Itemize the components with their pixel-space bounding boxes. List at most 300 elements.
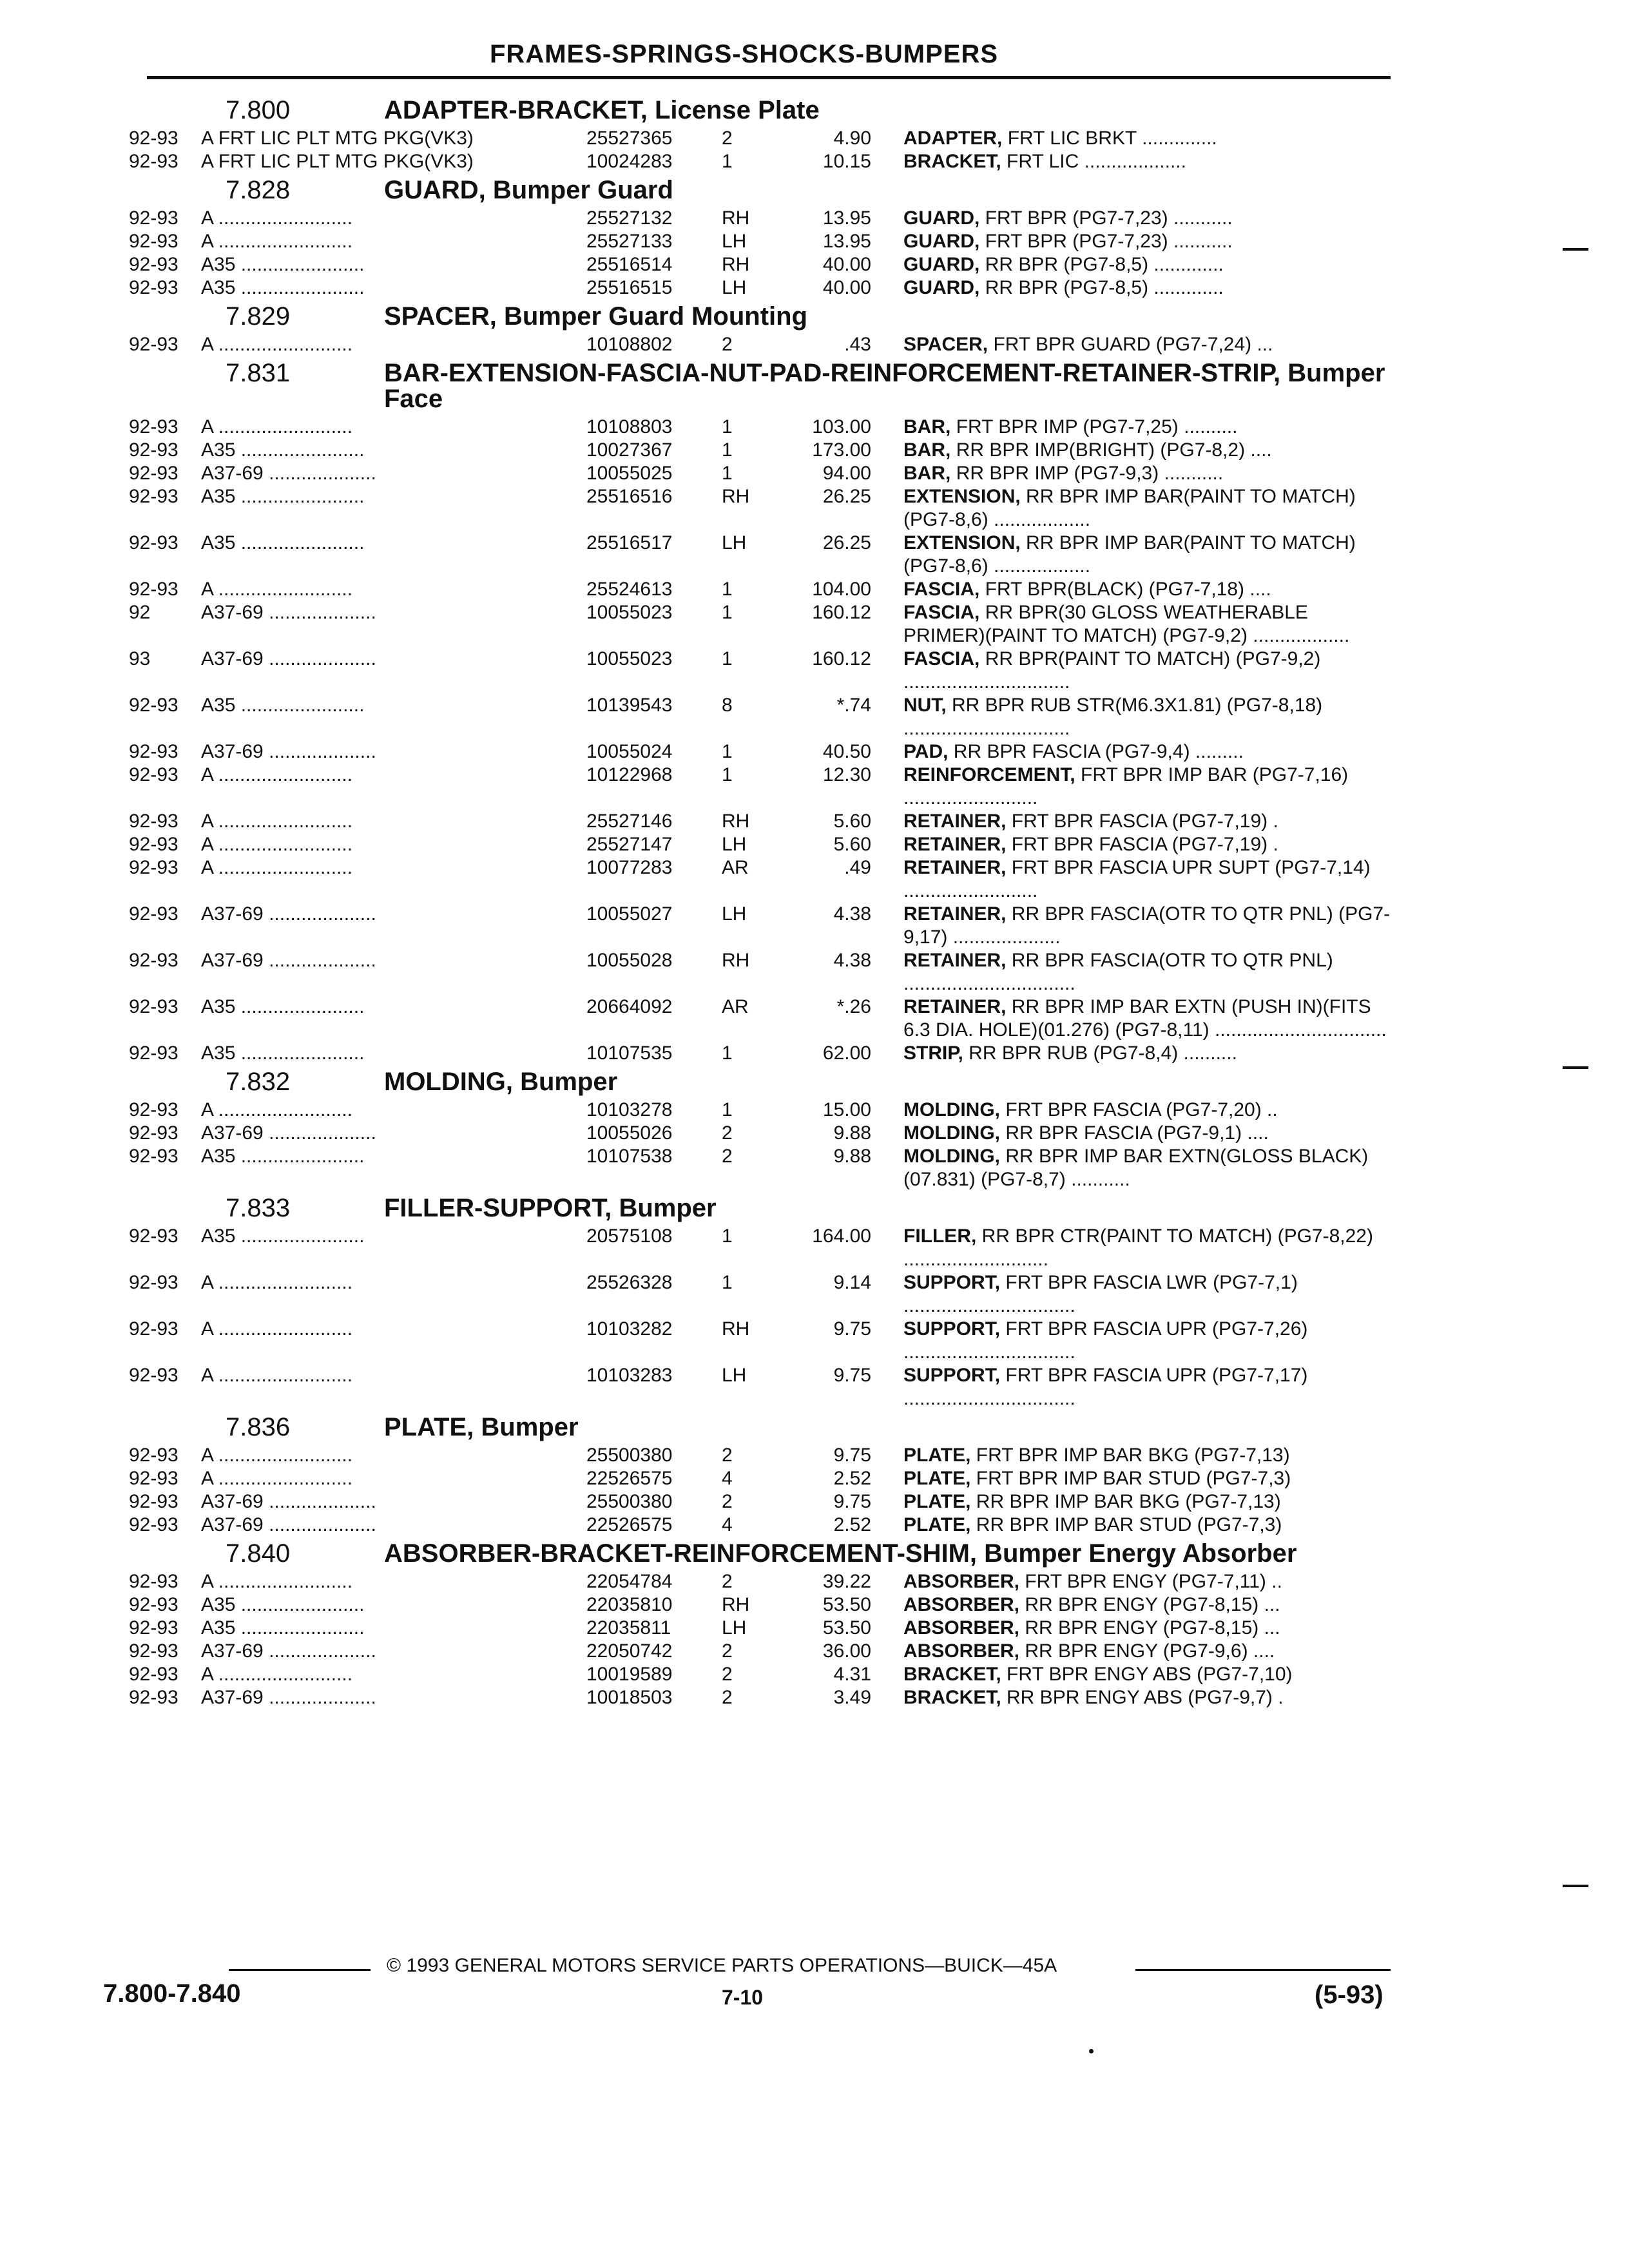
price: *.74 bbox=[836, 695, 871, 716]
part-number: 22526575 bbox=[586, 1514, 673, 1535]
part-number: 10103283 bbox=[586, 1365, 673, 1386]
part-name: SUPPORT, bbox=[903, 1272, 1001, 1293]
quantity: 1 bbox=[722, 602, 733, 623]
quantity: LH bbox=[722, 277, 747, 298]
part-description bbox=[903, 253, 1392, 276]
part-description bbox=[903, 276, 1392, 300]
part-description bbox=[903, 1617, 1392, 1640]
model-year: 92-93 bbox=[129, 463, 178, 484]
part-row bbox=[129, 253, 1392, 276]
part-number: 25516515 bbox=[586, 277, 673, 298]
quantity: RH bbox=[722, 811, 750, 832]
price: 39.22 bbox=[822, 1571, 871, 1592]
part-detail: RR BPR IMP (PG7-9,3) ........... bbox=[956, 463, 1224, 484]
price: 5.60 bbox=[833, 811, 871, 832]
part-row bbox=[129, 1042, 1392, 1065]
price: 40.00 bbox=[822, 277, 871, 298]
model-code: A35 ....................... bbox=[201, 695, 365, 716]
section-header bbox=[129, 1195, 1392, 1221]
part-description bbox=[903, 150, 1392, 173]
part-number: 10122968 bbox=[586, 764, 673, 785]
price: *.26 bbox=[836, 996, 871, 1017]
quantity: 1 bbox=[722, 1272, 733, 1293]
part-description bbox=[903, 1271, 1392, 1318]
model-year: 92 bbox=[129, 602, 151, 623]
part-number: 25500380 bbox=[586, 1445, 673, 1466]
part-description bbox=[903, 1686, 1392, 1709]
part-description bbox=[903, 1467, 1392, 1490]
parts-catalog bbox=[129, 93, 1392, 1709]
model-year: 92-93 bbox=[129, 1514, 178, 1535]
quantity: LH bbox=[722, 834, 747, 855]
part-row bbox=[129, 648, 1392, 694]
part-detail: RR BPR CTR(PAINT TO MATCH) (PG7-8,22) ........................... bbox=[903, 1225, 1373, 1270]
part-row bbox=[129, 230, 1392, 253]
model-code: A35 ....................... bbox=[201, 277, 365, 298]
part-name: ADAPTER, bbox=[903, 128, 1003, 149]
part-detail: RR BPR IMP BAR(PAINT TO MATCH) (PG7-8,6) .................. bbox=[903, 486, 1356, 530]
part-number: 25500380 bbox=[586, 1491, 673, 1512]
price: 10.15 bbox=[822, 151, 871, 172]
part-description bbox=[903, 578, 1392, 601]
part-row bbox=[129, 333, 1392, 356]
part-detail: RR BPR ENGY (PG7-9,6) .... bbox=[1025, 1640, 1275, 1662]
price: 13.95 bbox=[822, 231, 871, 252]
part-description bbox=[903, 1570, 1392, 1593]
price: 12.30 bbox=[822, 764, 871, 785]
price: 4.90 bbox=[833, 128, 871, 149]
model-year: 92-93 bbox=[129, 1365, 178, 1386]
part-description bbox=[903, 903, 1392, 949]
part-row bbox=[129, 207, 1392, 230]
part-detail: FRT BPR GUARD (PG7-7,24) ... bbox=[993, 334, 1273, 355]
section-number: 7.828 bbox=[226, 176, 291, 204]
section-number: 7.833 bbox=[226, 1194, 291, 1222]
footer-page-number: 7-10 bbox=[722, 1986, 764, 2009]
part-row bbox=[129, 150, 1392, 173]
part-detail: FRT BPR FASCIA (PG7-7,20) .. bbox=[1005, 1099, 1278, 1120]
quantity: 2 bbox=[722, 1146, 733, 1167]
model-code: A ......................... bbox=[201, 579, 353, 600]
margin-tick-mark bbox=[1563, 248, 1588, 251]
part-description bbox=[903, 1444, 1392, 1467]
part-name: SPACER, bbox=[903, 334, 988, 355]
part-detail: FRT BPR IMP BAR STUD (PG7-7,3) bbox=[976, 1468, 1291, 1489]
part-name: BRACKET, bbox=[903, 1664, 1001, 1685]
section-header bbox=[129, 1541, 1392, 1566]
price: 9.88 bbox=[833, 1146, 871, 1167]
quantity: 2 bbox=[722, 1445, 733, 1466]
part-description bbox=[903, 1364, 1392, 1410]
part-number: 10055025 bbox=[586, 463, 673, 484]
model-year: 92-93 bbox=[129, 834, 178, 855]
model-year: 92-93 bbox=[129, 207, 178, 229]
part-name: EXTENSION, bbox=[903, 532, 1021, 553]
quantity: 4 bbox=[722, 1514, 733, 1535]
part-name: MOLDING, bbox=[903, 1122, 1000, 1144]
part-detail: RR BPR (PG7-8,5) ............. bbox=[985, 254, 1224, 275]
price: 94.00 bbox=[822, 463, 871, 484]
part-name: RETAINER, bbox=[903, 996, 1007, 1017]
price: 9.75 bbox=[833, 1491, 871, 1512]
model-year: 92-93 bbox=[129, 1640, 178, 1662]
part-number: 22054784 bbox=[586, 1571, 673, 1592]
model-code: A35 ....................... bbox=[201, 1146, 365, 1167]
section-title: ABSORBER-BRACKET-REINFORCEMENT-SHIM, Bumper Energy Absorber bbox=[384, 1539, 1297, 1568]
model-year: 92-93 bbox=[129, 950, 178, 971]
part-detail: FRT BPR (PG7-7,23) ........... bbox=[985, 207, 1233, 229]
quantity: 1 bbox=[722, 1043, 733, 1064]
part-row bbox=[129, 578, 1392, 601]
part-row bbox=[129, 995, 1392, 1042]
model-year: 92-93 bbox=[129, 764, 178, 785]
part-name: STRIP, bbox=[903, 1043, 963, 1064]
part-name: FASCIA, bbox=[903, 648, 980, 669]
model-year: 92-93 bbox=[129, 1099, 178, 1120]
quantity: 4 bbox=[722, 1468, 733, 1489]
model-code: A37-69 .................... bbox=[201, 1122, 376, 1144]
model-year: 92-93 bbox=[129, 579, 178, 600]
section-title: BAR-EXTENSION-FASCIA-NUT-PAD-REINFORCEMENT-RETAINER-STRIP, Bumper Face bbox=[384, 359, 1385, 413]
part-name: PLATE, bbox=[903, 1445, 971, 1466]
section-title: PLATE, Bumper bbox=[384, 1413, 579, 1441]
price: 5.60 bbox=[833, 834, 871, 855]
model-year: 93 bbox=[129, 648, 151, 669]
model-year: 92-93 bbox=[129, 1445, 178, 1466]
section-header bbox=[129, 1414, 1392, 1440]
part-detail: FRT BPR IMP BAR BKG (PG7-7,13) bbox=[976, 1445, 1290, 1466]
model-code: A FRT LIC PLT MTG PKG(VK3) bbox=[201, 151, 474, 172]
part-number: 22035811 bbox=[586, 1617, 671, 1639]
model-year: 92-93 bbox=[129, 903, 178, 925]
part-name: NUT, bbox=[903, 695, 947, 716]
quantity: AR bbox=[722, 857, 749, 878]
model-code: A ......................... bbox=[201, 1099, 353, 1120]
quantity: 2 bbox=[722, 1571, 733, 1592]
part-row bbox=[129, 1145, 1392, 1191]
part-number: 10018503 bbox=[586, 1687, 673, 1708]
part-description bbox=[903, 1225, 1392, 1271]
part-number: 10107538 bbox=[586, 1146, 673, 1167]
part-description bbox=[903, 1490, 1392, 1514]
model-code: A37-69 .................... bbox=[201, 648, 376, 669]
part-row bbox=[129, 416, 1392, 439]
model-code: A ......................... bbox=[201, 1664, 353, 1685]
part-description bbox=[903, 532, 1392, 578]
part-row bbox=[129, 276, 1392, 300]
part-description bbox=[903, 833, 1392, 856]
model-year: 92-93 bbox=[129, 1571, 178, 1592]
part-description bbox=[903, 485, 1392, 532]
model-code: A35 ....................... bbox=[201, 1225, 365, 1247]
quantity: 8 bbox=[722, 695, 733, 716]
part-detail: RR BPR IMP BAR EXTN (PUSH IN)(FITS 6.3 DIA. HOLE)(01.276) (PG7-8,11) ................................ bbox=[903, 996, 1387, 1041]
quantity: LH bbox=[722, 532, 747, 553]
part-row bbox=[129, 1318, 1392, 1364]
part-number: 10108803 bbox=[586, 416, 673, 437]
model-code: A37-69 .................... bbox=[201, 1514, 376, 1535]
quantity: 1 bbox=[722, 579, 733, 600]
part-detail: RR BPR IMP BAR BKG (PG7-7,13) bbox=[976, 1491, 1281, 1512]
part-name: ABSORBER, bbox=[903, 1617, 1020, 1639]
part-detail: RR BPR IMP BAR(PAINT TO MATCH) (PG7-8,6) .................. bbox=[903, 532, 1356, 577]
price: 62.00 bbox=[822, 1043, 871, 1064]
part-name: GUARD, bbox=[903, 254, 980, 275]
quantity: 1 bbox=[722, 764, 733, 785]
price: 160.12 bbox=[812, 602, 871, 623]
part-detail: FRT BPR FASCIA UPR (PG7-7,26) ................................ bbox=[903, 1318, 1308, 1363]
part-description bbox=[903, 1318, 1392, 1364]
part-row bbox=[129, 1640, 1392, 1663]
price: 9.75 bbox=[833, 1445, 871, 1466]
part-number: 22035810 bbox=[586, 1594, 673, 1615]
part-description bbox=[903, 1145, 1392, 1191]
model-year: 92-93 bbox=[129, 254, 178, 275]
part-name: ABSORBER, bbox=[903, 1594, 1020, 1615]
part-name: PLATE, bbox=[903, 1468, 971, 1489]
part-name: BRACKET, bbox=[903, 151, 1001, 172]
quantity: 1 bbox=[722, 741, 733, 762]
section-number: 7.829 bbox=[226, 302, 291, 331]
model-year: 92-93 bbox=[129, 1468, 178, 1489]
part-number: 10055023 bbox=[586, 602, 673, 623]
price: 160.12 bbox=[812, 648, 871, 669]
part-detail: FRT BPR IMP (PG7-7,25) .......... bbox=[956, 416, 1238, 437]
model-year: 92-93 bbox=[129, 231, 178, 252]
model-year: 92-93 bbox=[129, 486, 178, 507]
part-row bbox=[129, 1364, 1392, 1410]
part-row bbox=[129, 949, 1392, 995]
section-number: 7.832 bbox=[226, 1068, 291, 1096]
part-number: 25526328 bbox=[586, 1272, 673, 1293]
part-description bbox=[903, 1042, 1392, 1065]
part-detail: RR BPR(PAINT TO MATCH) (PG7-9,2) ............................... bbox=[903, 648, 1321, 693]
part-number: 25527133 bbox=[586, 231, 673, 252]
part-row bbox=[129, 694, 1392, 740]
part-detail: RR BPR ENGY ABS (PG7-9,7) . bbox=[1007, 1687, 1284, 1708]
footer-rule-right bbox=[1135, 1969, 1391, 1971]
title-rule bbox=[147, 76, 1391, 79]
model-code: A37-69 .................... bbox=[201, 1640, 376, 1662]
part-description bbox=[903, 416, 1392, 439]
part-detail: RR BPR FASCIA(OTR TO QTR PNL) (PG7-9,17) .................... bbox=[903, 903, 1391, 948]
part-number: 25527147 bbox=[586, 834, 673, 855]
part-row bbox=[129, 1099, 1392, 1122]
model-year: 92-93 bbox=[129, 128, 178, 149]
part-row bbox=[129, 1490, 1392, 1514]
part-detail: FRT BPR IMP BAR (PG7-7,16) ......................... bbox=[903, 764, 1349, 809]
model-code: A ......................... bbox=[201, 416, 353, 437]
quantity: 2 bbox=[722, 1491, 733, 1512]
model-year: 92-93 bbox=[129, 1594, 178, 1615]
part-number: 10103282 bbox=[586, 1318, 673, 1340]
price: 36.00 bbox=[822, 1640, 871, 1662]
quantity: RH bbox=[722, 254, 750, 275]
part-name: PLATE, bbox=[903, 1514, 971, 1535]
quantity: RH bbox=[722, 1318, 750, 1340]
part-description bbox=[903, 764, 1392, 810]
part-name: RETAINER, bbox=[903, 811, 1007, 832]
model-year: 92-93 bbox=[129, 1664, 178, 1685]
price: 26.25 bbox=[822, 532, 871, 553]
model-code: A35 ....................... bbox=[201, 1043, 365, 1064]
part-name: FASCIA, bbox=[903, 579, 980, 600]
model-code: A35 ....................... bbox=[201, 532, 365, 553]
part-name: MOLDING, bbox=[903, 1099, 1000, 1120]
quantity: 1 bbox=[722, 416, 733, 437]
part-name: BAR, bbox=[903, 439, 951, 461]
part-name: ABSORBER, bbox=[903, 1571, 1020, 1592]
model-year: 92-93 bbox=[129, 1272, 178, 1293]
part-description bbox=[903, 439, 1392, 462]
part-number: 25527132 bbox=[586, 207, 673, 229]
footer-revision: (5-93) bbox=[1315, 1981, 1383, 2009]
part-description bbox=[903, 1640, 1392, 1663]
model-year: 92-93 bbox=[129, 1146, 178, 1167]
part-description bbox=[903, 1099, 1392, 1122]
part-detail: FRT BPR FASCIA UPR (PG7-7,17) ................................ bbox=[903, 1365, 1308, 1409]
part-number: 10103278 bbox=[586, 1099, 673, 1120]
price: 2.52 bbox=[833, 1468, 871, 1489]
quantity: AR bbox=[722, 996, 749, 1017]
part-name: ABSORBER, bbox=[903, 1640, 1020, 1662]
model-year: 92-93 bbox=[129, 996, 178, 1017]
model-year: 92-93 bbox=[129, 1318, 178, 1340]
part-row bbox=[129, 810, 1392, 833]
model-year: 92-93 bbox=[129, 1687, 178, 1708]
part-row bbox=[129, 127, 1392, 150]
part-number: 10077283 bbox=[586, 857, 673, 878]
part-number: 10055026 bbox=[586, 1122, 673, 1144]
part-name: RETAINER, bbox=[903, 950, 1007, 971]
price: 9.88 bbox=[833, 1122, 871, 1144]
part-name: GUARD, bbox=[903, 277, 980, 298]
price: 104.00 bbox=[812, 579, 871, 600]
part-number: 25527365 bbox=[586, 128, 673, 149]
price: 13.95 bbox=[822, 207, 871, 229]
part-detail: RR BPR IMP(BRIGHT) (PG7-8,2) .... bbox=[956, 439, 1272, 461]
price: .43 bbox=[844, 334, 871, 355]
part-row bbox=[129, 1686, 1392, 1709]
price: 26.25 bbox=[822, 486, 871, 507]
model-code: A ......................... bbox=[201, 1318, 353, 1340]
model-code: A ......................... bbox=[201, 1445, 353, 1466]
model-code: A35 ....................... bbox=[201, 439, 365, 461]
quantity: RH bbox=[722, 1594, 750, 1615]
quantity: 1 bbox=[722, 1099, 733, 1120]
section-header bbox=[129, 97, 1392, 123]
part-number: 10055023 bbox=[586, 648, 673, 669]
part-description bbox=[903, 207, 1392, 230]
quantity: RH bbox=[722, 207, 750, 229]
quantity: 2 bbox=[722, 1122, 733, 1144]
price: 9.14 bbox=[833, 1272, 871, 1293]
part-detail: RR BPR (PG7-8,5) ............. bbox=[985, 277, 1224, 298]
footer-rule-left bbox=[229, 1969, 371, 1971]
part-number: 25516516 bbox=[586, 486, 673, 507]
part-number: 20664092 bbox=[586, 996, 673, 1017]
section-header bbox=[129, 1069, 1392, 1095]
part-name: BAR, bbox=[903, 463, 951, 484]
part-number: 20575108 bbox=[586, 1225, 673, 1247]
model-code: A37-69 .................... bbox=[201, 602, 376, 623]
page-title: FRAMES-SPRINGS-SHOCKS-BUMPERS bbox=[490, 40, 999, 68]
part-number: 10019589 bbox=[586, 1664, 673, 1685]
part-description bbox=[903, 995, 1392, 1042]
model-code: A35 ....................... bbox=[201, 254, 365, 275]
part-description bbox=[903, 694, 1392, 740]
part-detail: FRT BPR ENGY ABS (PG7-7,10) bbox=[1007, 1664, 1293, 1685]
quantity: RH bbox=[722, 950, 750, 971]
part-row bbox=[129, 439, 1392, 462]
part-detail: FRT BPR ENGY (PG7-7,11) .. bbox=[1025, 1571, 1282, 1592]
part-detail: RR BPR RUB STR(M6.3X1.81) (PG7-8,18) ............................... bbox=[903, 695, 1323, 739]
section-header bbox=[129, 360, 1392, 412]
model-code: A37-69 .................... bbox=[201, 903, 376, 925]
price: 40.00 bbox=[822, 254, 871, 275]
model-year: 92-93 bbox=[129, 1617, 178, 1639]
model-year: 92-93 bbox=[129, 811, 178, 832]
part-detail: RR BPR FASCIA (PG7-9,4) ......... bbox=[953, 741, 1244, 762]
part-description bbox=[903, 810, 1392, 833]
part-row bbox=[129, 833, 1392, 856]
quantity: 1 bbox=[722, 439, 733, 461]
part-row bbox=[129, 1271, 1392, 1318]
part-number: 10024283 bbox=[586, 151, 673, 172]
part-name: RETAINER, bbox=[903, 834, 1007, 855]
price: 3.49 bbox=[833, 1687, 871, 1708]
model-code: A35 ....................... bbox=[201, 486, 365, 507]
model-code: A35 ....................... bbox=[201, 1617, 365, 1639]
model-code: A ......................... bbox=[201, 811, 353, 832]
model-code: A37-69 .................... bbox=[201, 950, 376, 971]
model-code: A37-69 .................... bbox=[201, 1687, 376, 1708]
model-year: 92-93 bbox=[129, 857, 178, 878]
quantity: LH bbox=[722, 1365, 747, 1386]
part-number: 10107535 bbox=[586, 1043, 673, 1064]
part-number: 25527146 bbox=[586, 811, 673, 832]
part-row bbox=[129, 764, 1392, 810]
part-detail: FRT BPR FASCIA (PG7-7,19) . bbox=[1011, 811, 1278, 832]
price: 4.38 bbox=[833, 950, 871, 971]
section-number: 7.800 bbox=[226, 96, 291, 124]
part-row bbox=[129, 532, 1392, 578]
part-row bbox=[129, 485, 1392, 532]
model-year: 92-93 bbox=[129, 416, 178, 437]
model-year: 92-93 bbox=[129, 277, 178, 298]
part-description bbox=[903, 1122, 1392, 1145]
part-number: 10027367 bbox=[586, 439, 673, 461]
section-title: FILLER-SUPPORT, Bumper bbox=[384, 1194, 717, 1222]
quantity: 1 bbox=[722, 463, 733, 484]
part-row bbox=[129, 1570, 1392, 1593]
part-detail: RR BPR IMP BAR STUD (PG7-7,3) bbox=[976, 1514, 1282, 1535]
part-description bbox=[903, 462, 1392, 485]
part-description bbox=[903, 1514, 1392, 1537]
part-detail: FRT LIC ................... bbox=[1007, 151, 1186, 172]
quantity: 1 bbox=[722, 151, 733, 172]
part-row bbox=[129, 1663, 1392, 1686]
part-detail: RR BPR ENGY (PG7-8,15) ... bbox=[1025, 1617, 1280, 1639]
model-year: 92-93 bbox=[129, 1491, 178, 1512]
part-detail: RR BPR FASCIA (PG7-9,1) .... bbox=[1005, 1122, 1269, 1144]
quantity: 1 bbox=[722, 648, 733, 669]
part-row bbox=[129, 1122, 1392, 1145]
model-year: 92-93 bbox=[129, 1122, 178, 1144]
part-row bbox=[129, 856, 1392, 903]
model-year: 92-93 bbox=[129, 151, 178, 172]
quantity: LH bbox=[722, 1617, 747, 1639]
